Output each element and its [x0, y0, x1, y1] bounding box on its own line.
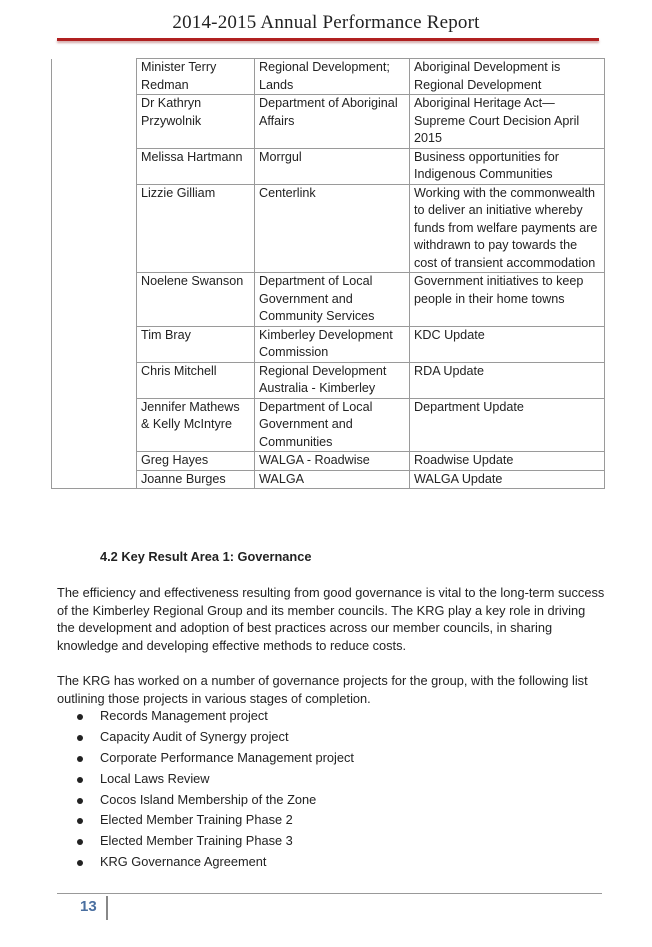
table-cell-topic: KDC Update	[410, 326, 605, 362]
page-number: 13	[80, 898, 97, 915]
project-label: Corporate Performance Management project	[100, 749, 354, 765]
list-item	[57, 748, 354, 769]
table-cell-topic: Roadwise Update	[410, 452, 605, 471]
table-cell-name: Dr Kathryn Przywolnik	[137, 95, 255, 149]
table-cell-name: Noelene Swanson	[137, 273, 255, 327]
table-blank-cell	[52, 470, 137, 489]
table-blank-cell	[52, 398, 137, 452]
table-blank-cell	[52, 362, 137, 398]
table-cell-topic: Aboriginal Heritage Act—Supreme Court Decision April 2015	[410, 95, 605, 149]
section-heading: 4.2 Key Result Area 1: Governance	[100, 549, 312, 564]
table-cell-organisation: Regional Development Australia - Kimberley	[255, 362, 410, 398]
table-blank-cell	[52, 184, 137, 273]
projects-list	[57, 706, 354, 873]
table-cell-topic: Government initiatives to keep people in their home towns	[410, 273, 605, 327]
table-cell-topic: WALGA Update	[410, 470, 605, 489]
table-cell-organisation: Regional Development; Lands	[255, 59, 410, 95]
list-item	[57, 790, 354, 811]
presenters-table	[51, 58, 605, 489]
table-row	[52, 273, 605, 327]
bullet-icon	[77, 714, 83, 720]
table-row	[52, 398, 605, 452]
bullet-icon	[77, 818, 83, 824]
table-cell-organisation: Department of Local Government and Communities	[255, 398, 410, 452]
governance-paragraph: The efficiency and effectiveness resulting from good governance is vital to the long-term success of the Kimberley Regional Group and its member councils. The KRG play a key role in driving the development and adoption of best practices across our member councils, in sharing knowledge and developing effective methods to reduce costs.	[57, 585, 605, 653]
bullet-icon	[77, 735, 83, 741]
list-item	[57, 831, 354, 852]
table-cell-organisation: Centerlink	[255, 184, 410, 273]
table-cell-topic: Working with the commonwealth to deliver an initiative whereby funds from welfare payments are withdrawn to pay towards the cost of transient accommodation	[410, 184, 605, 273]
table-blank-cell	[52, 95, 137, 149]
table-cell-organisation: WALGA - Roadwise	[255, 452, 410, 471]
bullet-icon	[77, 756, 83, 762]
table-cell-organisation: Morrgul	[255, 148, 410, 184]
table-row	[52, 470, 605, 489]
table-blank-cell	[52, 452, 137, 471]
table-cell-name: Joanne Burges	[137, 470, 255, 489]
project-label: Capacity Audit of Synergy project	[100, 728, 289, 744]
list-item	[57, 727, 354, 748]
table-cell-name: Greg Hayes	[137, 452, 255, 471]
table-row	[52, 95, 605, 149]
table-cell-name: Melissa Hartmann	[137, 148, 255, 184]
bullet-icon	[77, 860, 83, 866]
table-cell-name: Minister Terry Redman	[137, 59, 255, 95]
page-number-divider	[106, 896, 108, 920]
table-row	[52, 362, 605, 398]
table-blank-cell	[52, 273, 137, 327]
table-row	[52, 184, 605, 273]
table-row	[52, 148, 605, 184]
table-cell-name: Jennifer Mathews & Kelly McIntyre	[137, 398, 255, 452]
bullet-icon	[77, 777, 83, 783]
table-cell-organisation: Kimberley Development Commission	[255, 326, 410, 362]
table-cell-organisation: WALGA	[255, 470, 410, 489]
table-cell-organisation: Department of Aboriginal Affairs	[255, 95, 410, 149]
list-item	[57, 769, 354, 790]
table-cell-organisation: Department of Local Government and Community Services	[255, 273, 410, 327]
table-cell-name: Lizzie Gilliam	[137, 184, 255, 273]
bullet-icon	[77, 798, 83, 804]
header-rule	[57, 38, 599, 41]
projects-intro-paragraph: The KRG has worked on a number of governance projects for the group, with the following list outlining those projects in various stages of completion.	[57, 673, 588, 706]
bullet-icon	[77, 839, 83, 845]
table-blank-cell	[52, 148, 137, 184]
footer-rule	[57, 893, 602, 894]
project-label: Local Laws Review	[100, 770, 210, 786]
table-cell-topic: Department Update	[410, 398, 605, 452]
list-item	[57, 852, 354, 873]
list-item	[57, 810, 354, 831]
table-row	[52, 59, 605, 95]
table-blank-cell	[52, 326, 137, 362]
table-cell-topic: Business opportunities for Indigenous Communities	[410, 148, 605, 184]
contacts-table-wrapper	[51, 58, 604, 489]
table-cell-topic: Aboriginal Development is Regional Development	[410, 59, 605, 95]
project-label: Cocos Island Membership of the Zone	[100, 791, 317, 807]
table-row	[52, 326, 605, 362]
table-cell-topic: RDA Update	[410, 362, 605, 398]
list-item	[57, 706, 354, 727]
table-row	[52, 452, 605, 471]
project-label: Records Management project	[100, 708, 268, 723]
table-cell-name: Tim Bray	[137, 326, 255, 362]
table-cell-name: Chris Mitchell	[137, 362, 255, 398]
table-blank-cell	[52, 59, 137, 95]
project-label: Elected Member Training Phase 2	[100, 812, 293, 828]
project-label: KRG Governance Agreement	[100, 854, 267, 870]
page-header-title: 2014-2015 Annual Performance Report	[172, 12, 480, 33]
project-label: Elected Member Training Phase 3	[100, 833, 293, 849]
